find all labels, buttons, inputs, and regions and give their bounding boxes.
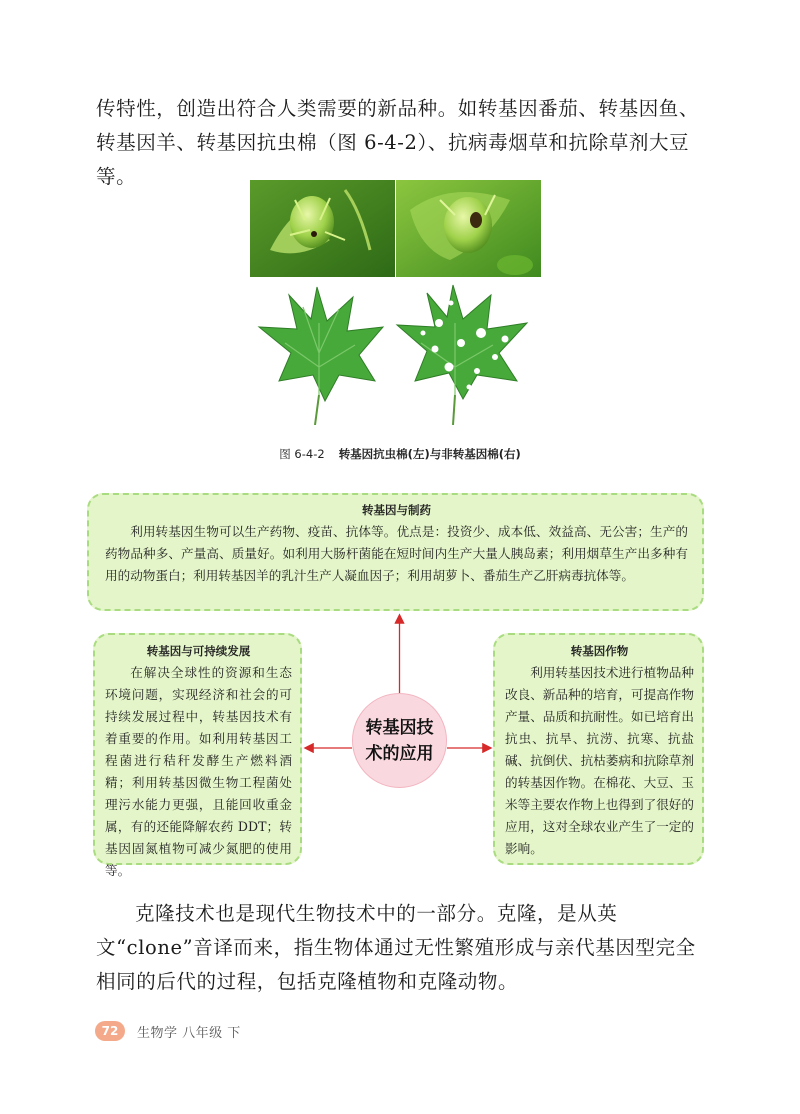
box-title: 转基因与制药 [362,503,431,517]
figure-number: 图 6-4-2 [279,447,325,461]
box-sustainable-development [93,633,302,878]
box-text: 利用转基因生物可以生产药物、疫苗、抗体等。优点是：投资少、成本低、效益高、无公害；生产的药物品种多、产量高、质量好。如利用大肠杆菌能在短时间内生产大量人胰岛素；利用烟草生产出多种有用的动物蛋白；利用转基因羊的乳汁生产人凝血因子；利用胡萝卜、番茄生产乙肝病毒抗体等。 [105,524,688,583]
non-transgenic-leaf-icon [397,285,527,425]
box-transgenic-crops [493,633,704,865]
cotton-leaves-illustration [255,283,535,425]
box-title: 转基因作物 [570,644,629,658]
figure-caption [0,446,800,462]
box-gene-pharmaceuticals [87,493,704,611]
box-text: 在解决全球性的资源和生态环境问题，实现经济和社会的可持续发展过程中，转基因技术有着重要的作用。如利用转基因工程菌进行秸秆发酵生产燃料酒精；利用转基因微生物工程菌处理污水能力更强，且能回收重金属，有的还能降解农药 DDT；转基因固氮植物可减少氮肥的使用等。 [105,665,292,878]
box-title: 转基因与可持续发展 [146,644,251,658]
cotton-boll-photos [250,180,541,277]
book-title: 生物学 八年级 下 [137,1025,241,1041]
transgenic-leaf-icon [259,287,383,425]
page-footer [95,1021,241,1041]
page-number: 72 [95,1021,125,1041]
figure-caption-text: 转基因抗虫棉(左)与非转基因棉(右) [338,447,521,461]
body-paragraph-bottom: 克隆技术也是现代生物技术中的一部分。克隆，是从英文“clone”音译而来，指生物体通过无性繁殖形成与亲代基因型完全相同的后代的过程，包括克隆植物和克隆动物。 [96,902,696,993]
diagram-center-node: 转基因技术的应用 [352,693,447,788]
body-paragraph-top: 传特性，创造出符合人类需要的新品种。如转基因番茄、转基因鱼、转基因羊、转基因抗虫棉（图 6-4-2）、抗病毒烟草和抗除草剂大豆等。 [96,97,700,188]
box-text: 利用转基因技术进行植物品种改良、新品种的培育，可提高作物产量、品质和抗耐性。如已培育出抗虫、抗旱、抗涝、抗寒、抗盐碱、抗倒伏、抗枯萎病和抗除草剂的转基因作物。在棉花、大豆、玉米等主要农作物上也得到了很好的应用，这对全球农业产生了一定的影响。 [505,665,694,856]
